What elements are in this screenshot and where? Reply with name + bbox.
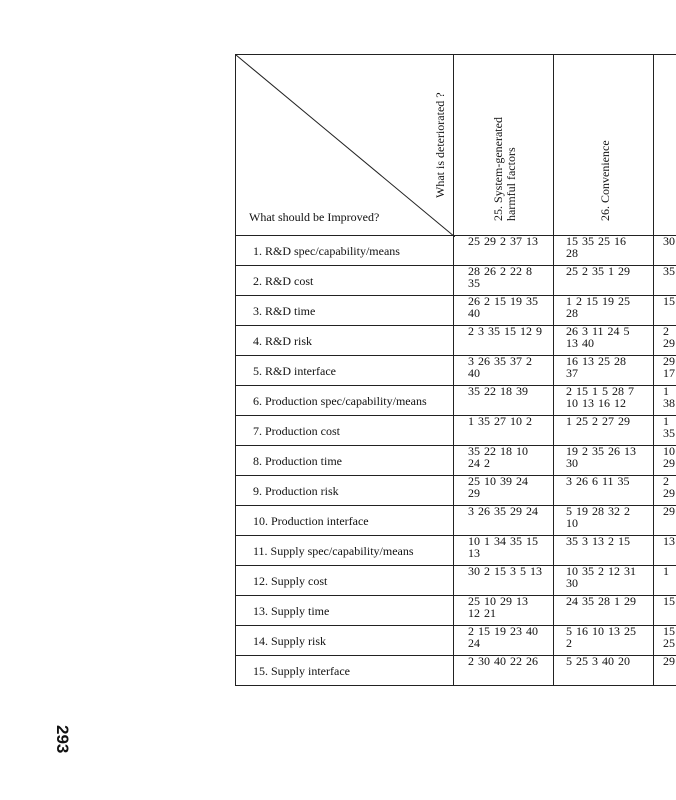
value-col-25: 35 22 18 10 24 2 — [454, 446, 554, 476]
table-row — [235, 626, 676, 656]
value-col-27: 15 — [654, 596, 676, 626]
value-col-26: 26 3 11 24 5 13 40 — [554, 326, 654, 356]
value-col-26: 10 35 2 12 31 30 — [554, 566, 654, 596]
row-label: 5. R&D interface — [235, 356, 454, 386]
value-col-25: 10 1 34 35 15 13 — [454, 536, 554, 566]
value-col-27: 10 29 — [654, 446, 676, 476]
table-row — [235, 536, 676, 566]
row-label: 15. Supply interface — [235, 656, 454, 686]
value-col-26: 5 19 28 32 2 10 — [554, 506, 654, 536]
value-col-25: 1 35 27 10 2 — [454, 416, 554, 446]
value-col-27: 13 — [654, 536, 676, 566]
value-col-26: 1 2 15 19 25 28 — [554, 296, 654, 326]
row-label: 4. R&D risk — [235, 326, 454, 356]
value-col-27: 2 29 — [654, 476, 676, 506]
value-col-25: 35 22 18 39 — [454, 386, 554, 416]
row-label: 6. Production spec/capability/means — [235, 386, 454, 416]
value-col-26: 5 16 10 13 25 2 — [554, 626, 654, 656]
table-row — [235, 236, 676, 266]
value-col-27: 29 — [654, 506, 676, 536]
corner-header-cell — [235, 54, 454, 236]
row-label: 3. R&D time — [235, 296, 454, 326]
row-label: 2. R&D cost — [235, 266, 454, 296]
value-col-27: 1 — [654, 566, 676, 596]
column-header-26-text: 26. Convenience — [598, 140, 612, 221]
row-label: 7. Production cost — [235, 416, 454, 446]
row-label: 12. Supply cost — [235, 566, 454, 596]
value-col-26: 15 35 25 16 28 — [554, 236, 654, 266]
value-col-25: 3 26 35 29 24 — [454, 506, 554, 536]
column-header-27 — [654, 54, 676, 236]
value-col-26: 35 3 13 2 15 — [554, 536, 654, 566]
row-label: 1. R&D spec/capability/means — [235, 236, 454, 266]
value-col-25: 2 30 40 22 26 — [454, 656, 554, 686]
row-label: 10. Production interface — [235, 506, 454, 536]
value-col-26: 2 15 1 5 28 7 10 13 16 12 — [554, 386, 654, 416]
value-col-26: 24 35 28 1 29 — [554, 596, 654, 626]
value-col-27: 29 — [654, 656, 676, 686]
improved-label: What should be Improved? — [249, 210, 380, 224]
deteriorated-label: What is deteriorated ? — [433, 92, 447, 198]
value-col-27: 2 29 — [654, 326, 676, 356]
table-row — [235, 566, 676, 596]
value-col-25: 2 3 35 15 12 9 — [454, 326, 554, 356]
value-col-25: 28 26 2 22 8 35 — [454, 266, 554, 296]
value-col-27: 1 38 — [654, 386, 676, 416]
value-col-25: 30 2 15 3 5 13 — [454, 566, 554, 596]
value-col-27: 1 35 — [654, 416, 676, 446]
value-col-27: 35 — [654, 266, 676, 296]
value-col-26: 16 13 25 28 37 — [554, 356, 654, 386]
page-number: 293 — [53, 725, 72, 754]
value-col-26: 19 2 35 26 13 30 — [554, 446, 654, 476]
value-col-26: 1 25 2 27 29 — [554, 416, 654, 446]
table-row — [235, 416, 676, 446]
table-row — [235, 386, 676, 416]
table-row — [235, 506, 676, 536]
table-row — [235, 596, 676, 626]
table-row — [235, 296, 676, 326]
table-row — [235, 446, 676, 476]
value-col-27: 15 — [654, 296, 676, 326]
value-col-25: 26 2 15 19 35 40 — [454, 296, 554, 326]
value-col-27: 29 17 — [654, 356, 676, 386]
value-col-26: 3 26 6 11 35 — [554, 476, 654, 506]
table-row — [235, 656, 676, 686]
value-col-26: 5 25 3 40 20 — [554, 656, 654, 686]
row-label: 13. Supply time — [235, 596, 454, 626]
table-row — [235, 326, 676, 356]
value-col-27: 15 25 — [654, 626, 676, 656]
value-col-25: 25 10 39 24 29 — [454, 476, 554, 506]
table-row — [235, 356, 676, 386]
row-label: 14. Supply risk — [235, 626, 454, 656]
row-label: 11. Supply spec/capability/means — [235, 536, 454, 566]
value-col-25: 25 10 29 13 12 21 — [454, 596, 554, 626]
column-header-25-text: 25. System-generated harmful factors — [491, 117, 518, 221]
row-label: 9. Production risk — [235, 476, 454, 506]
value-col-25: 25 29 2 37 13 — [454, 236, 554, 266]
value-col-25: 2 15 19 23 40 24 — [454, 626, 554, 656]
value-col-25: 3 26 35 37 2 40 — [454, 356, 554, 386]
value-col-27: 30 — [654, 236, 676, 266]
row-label: 8. Production time — [235, 446, 454, 476]
table-row — [235, 266, 676, 296]
table-row — [235, 476, 676, 506]
value-col-26: 25 2 35 1 29 — [554, 266, 654, 296]
table-header — [235, 54, 676, 236]
